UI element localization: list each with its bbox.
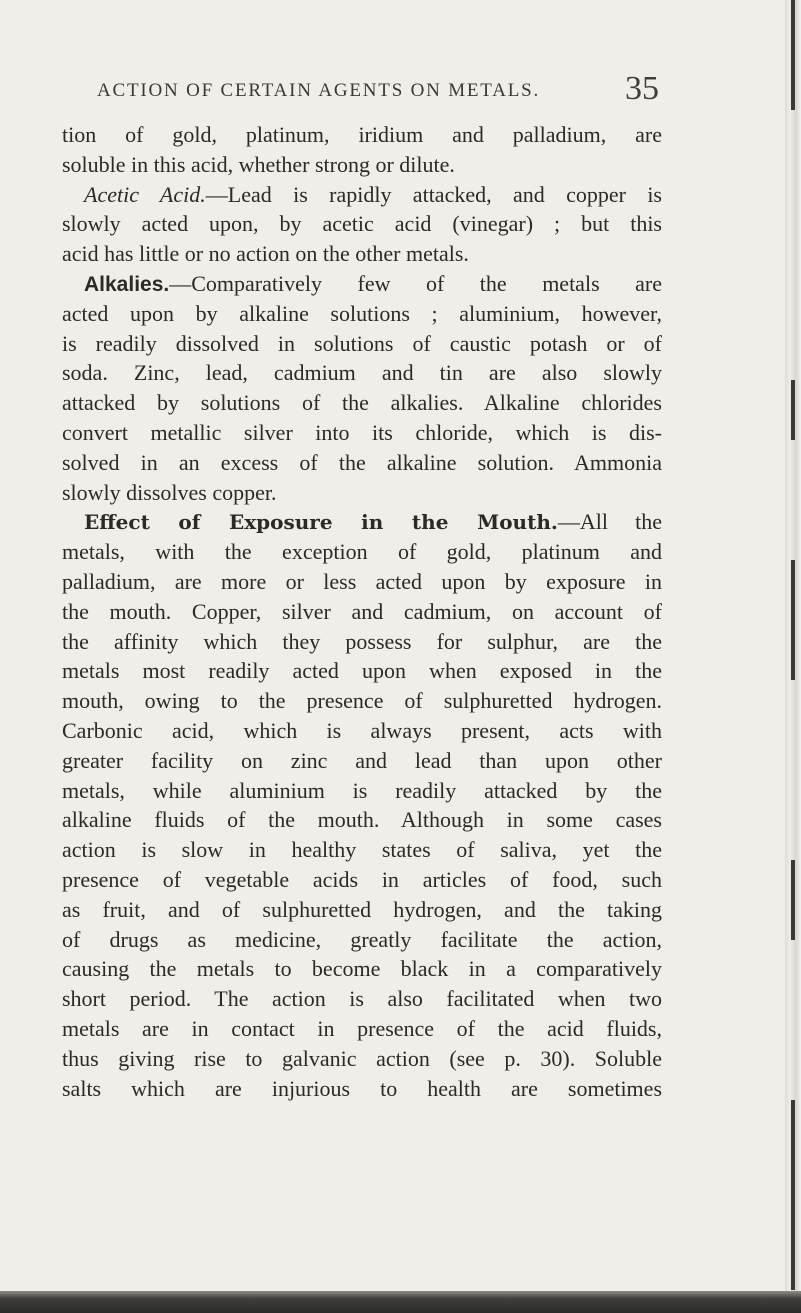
text-line: greater facility on zinc and lead than upon other (62, 747, 662, 773)
text-line: palladium, are more or less acted upon by exposure in (62, 568, 662, 594)
edge-shadow (791, 380, 795, 440)
text-line: metals, while aluminium is readily attacked by the (62, 777, 662, 803)
text-line: salts which are injurious to health are sometimes (62, 1075, 662, 1101)
text-line: —Comparatively few of the metals are (169, 270, 662, 296)
text-line: alkaline fluids of the mouth. Although in some cases (62, 807, 662, 833)
text-line: soluble in this acid, whether strong or dilute. (62, 151, 455, 177)
text-line: short period. The action is also facilitated when two (62, 986, 662, 1012)
page-header (97, 70, 667, 116)
text-line: acted upon by alkaline solutions ; aluminium, however, (62, 300, 662, 326)
text-line: of drugs as medicine, greatly facilitate the action, (62, 926, 662, 952)
text-line: soda. Zinc, lead, cadmium and tin are also slowly (62, 360, 662, 386)
heading-effect-of-exposure: Effect of Exposure in the Mouth. (84, 510, 558, 535)
text-line: —All the (557, 509, 662, 535)
running-head: ACTION OF CERTAIN AGENTS ON METALS. (97, 80, 541, 101)
text-line: action is slow in healthy states of saliva, yet the (62, 837, 662, 863)
page-number: 35 (625, 70, 659, 107)
text-line: Carbonic acid, which is always present, acts with (62, 717, 662, 743)
edge-shadow (791, 860, 795, 940)
text-line: attacked by solutions of the alkalies. Alkaline chlorides (62, 390, 662, 416)
edge-shadow (791, 560, 795, 680)
page-right-edge (785, 0, 801, 1313)
paragraph-alkalies-first-line (62, 269, 662, 299)
text-line: the mouth. Copper, silver and cadmium, on account of (62, 598, 662, 624)
text-line: slowly acted upon, by acetic acid (vinegar) ; but this (62, 211, 662, 237)
text-line: slowly dissolves copper. (62, 479, 277, 505)
heading-alkalies: Alkalies. (84, 272, 170, 296)
text-line: metals are in contact in presence of the acid fluids, (62, 1015, 662, 1041)
text-line: acid has little or no action on the other metals. (62, 241, 469, 267)
paragraph-acetic-acid-first-line (62, 180, 662, 210)
paragraph-mouth-first-line (62, 507, 662, 537)
heading-acetic-acid: Acetic Acid. (84, 181, 206, 207)
text-line: mouth, owing to the presence of sulphuretted hydrogen. (62, 688, 662, 714)
page-bottom-edge (0, 1291, 801, 1313)
text-line: metals most readily acted upon when exposed in the (62, 658, 662, 684)
text-line: solved in an excess of the alkaline solution. Ammonia (62, 449, 662, 475)
text-line: thus giving rise to galvanic action (see p. 30). Soluble (62, 1045, 662, 1071)
edge-shadow (791, 0, 795, 110)
text-line: as fruit, and of sulphuretted hydrogen, and the taking (62, 896, 662, 922)
text-line: causing the metals to become black in a comparatively (62, 956, 662, 982)
text-line: presence of vegetable acids in articles of food, such (62, 866, 662, 892)
text-line: the affinity which they possess for sulphur, are the (62, 628, 662, 654)
text-line: metals, with the exception of gold, platinum and (62, 539, 662, 565)
text-line: convert metallic silver into its chloride, which is dis- (62, 419, 662, 445)
text-line: tion of gold, platinum, iridium and palladium, are (62, 122, 662, 147)
text-line: is readily dissolved in solutions of caustic potash or of (62, 330, 662, 356)
text-line: —Lead is rapidly attacked, and copper is (205, 181, 662, 207)
body-text (62, 120, 662, 1103)
edge-shadow (791, 1100, 795, 1290)
